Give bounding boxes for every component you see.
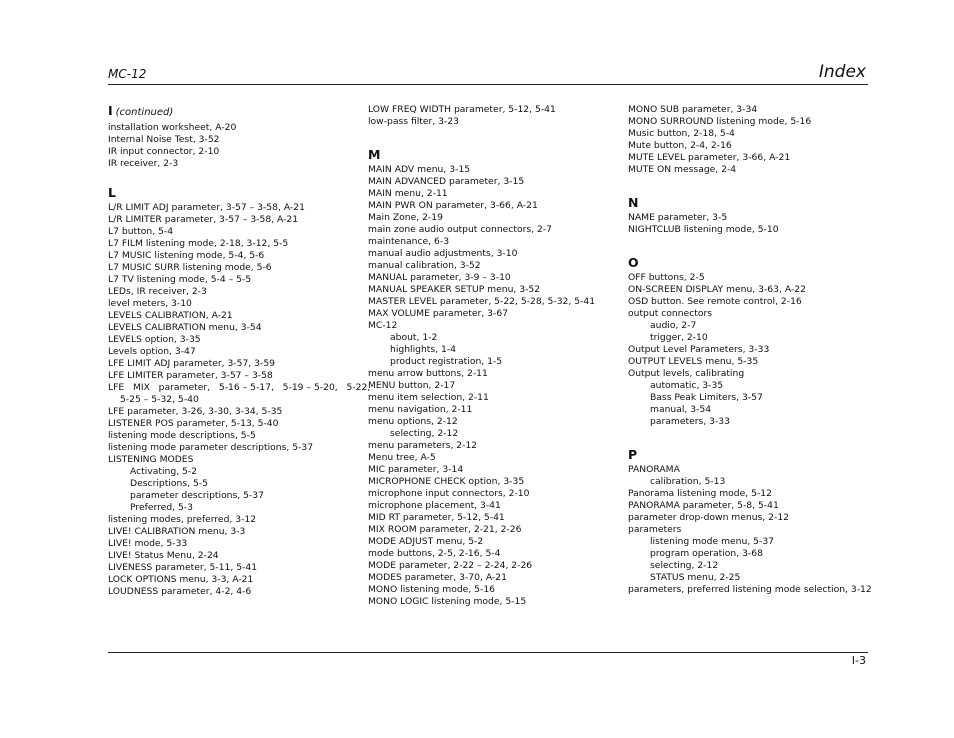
index-entry: NIGHTCLUB listening mode, 5-10 bbox=[628, 224, 779, 235]
index-subentry: Preferred, 5-3 bbox=[130, 502, 194, 513]
index-entry: LEVELS option, 3-35 bbox=[108, 334, 201, 345]
index-subentry: parameter descriptions, 5-37 bbox=[130, 490, 264, 501]
index-entry: LISTENER POS parameter, 5-13, 5-40 bbox=[108, 418, 279, 429]
index-entry: MIC parameter, 3-14 bbox=[368, 464, 464, 475]
index-entry: MAX VOLUME parameter, 3-67 bbox=[368, 308, 509, 319]
index-entry: LIVENESS parameter, 5-11, 5-41 bbox=[108, 562, 258, 573]
index-entry: listening modes, preferred, 3-12 bbox=[108, 514, 257, 525]
index-column-1 bbox=[108, 103, 371, 598]
index-entry: L/R LIMITER parameter, 3-57 – 3-58, A-21 bbox=[108, 214, 299, 225]
index-subentry: audio, 2-7 bbox=[650, 320, 697, 331]
index-letter-l: L bbox=[108, 185, 116, 200]
index-entry: LFE LIMIT ADJ parameter, 3-57, 3-59 bbox=[108, 358, 276, 369]
index-entry: MIX ROOM parameter, 2-21, 2-26 bbox=[368, 524, 522, 535]
index-subentry: selecting, 2-12 bbox=[650, 560, 719, 571]
index-entry: Music button, 2-18, 5-4 bbox=[628, 128, 735, 139]
index-entry: MENU button, 2-17 bbox=[368, 380, 456, 391]
index-entry: LIVE! mode, 5-33 bbox=[108, 538, 188, 549]
index-entry: menu parameters, 2-12 bbox=[368, 440, 478, 451]
index-subentry: selecting, 2-12 bbox=[390, 428, 459, 439]
index-entry: menu arrow buttons, 2-11 bbox=[368, 368, 488, 379]
index-subentry: automatic, 3-35 bbox=[650, 380, 724, 391]
index-entry: MUTE ON message, 2-4 bbox=[628, 164, 737, 175]
index-entry: MONO listening mode, 5-16 bbox=[368, 584, 496, 595]
index-letter-m: M bbox=[368, 147, 381, 162]
index-letter-p: P bbox=[628, 447, 638, 462]
index-entry: installation worksheet, A-20 bbox=[108, 122, 237, 133]
index-entry: menu options, 2-12 bbox=[368, 416, 458, 427]
index-entry: MC-12 bbox=[368, 320, 398, 331]
index-entry: PANORAMA parameter, 5-8, 5-41 bbox=[628, 500, 779, 511]
index-entry: MONO SUB parameter, 3-34 bbox=[628, 104, 758, 115]
index-entry: Main Zone, 2-19 bbox=[368, 212, 443, 223]
index-entry: PANORAMA bbox=[628, 464, 680, 475]
footer-rule bbox=[108, 652, 868, 653]
index-subentry: highlights, 1-4 bbox=[390, 344, 457, 355]
index-entry: mode buttons, 2-5, 2-16, 5-4 bbox=[368, 548, 501, 559]
index-entry: IR input connector, 2-10 bbox=[108, 146, 220, 157]
index-subentry: trigger, 2-10 bbox=[650, 332, 708, 343]
index-entry: LOUDNESS parameter, 4-2, 4-6 bbox=[108, 586, 252, 597]
index-entry: listening mode descriptions, 5-5 bbox=[108, 430, 256, 441]
index-entry: MODE ADJUST menu, 5-2 bbox=[368, 536, 484, 547]
index-entry: MODES parameter, 3-70, A-21 bbox=[368, 572, 507, 583]
index-entry: LIVE! Status Menu, 2-24 bbox=[108, 550, 219, 561]
index-entry: MANUAL parameter, 3-9 – 3-10 bbox=[368, 272, 511, 283]
index-entry: L7 button, 5-4 bbox=[108, 226, 174, 237]
index-entry: ON-SCREEN DISPLAY menu, 3-63, A-22 bbox=[628, 284, 806, 295]
index-entry-continuation: 5-25 – 5-32, 5-40 bbox=[120, 394, 199, 405]
index-entry: LOW FREQ WIDTH parameter, 5-12, 5-41 bbox=[368, 104, 556, 115]
index-entry: OSD button. See remote control, 2-16 bbox=[628, 296, 802, 307]
index-entry: L7 FILM listening mode, 2-18, 3-12, 5-5 bbox=[108, 238, 289, 249]
index-entry: parameter drop-down menus, 2-12 bbox=[628, 512, 790, 523]
index-entry: LEVELS CALIBRATION, A-21 bbox=[108, 310, 233, 321]
index-entry: microphone placement, 3-41 bbox=[368, 500, 501, 511]
index-entry: MAIN ADV menu, 3-15 bbox=[368, 164, 471, 175]
index-subentry: Activating, 5-2 bbox=[130, 466, 198, 477]
index-entry: maintenance, 6-3 bbox=[368, 236, 450, 247]
index-letter-n: N bbox=[628, 195, 639, 210]
index-entry: LFE LIMITER parameter, 3-57 – 3-58 bbox=[108, 370, 273, 381]
continued-label: (continued) bbox=[115, 107, 174, 118]
index-subentry: calibration, 5-13 bbox=[650, 476, 726, 487]
index-subentry: Bass Peak Limiters, 3-57 bbox=[650, 392, 763, 403]
index-entry: main zone audio output connectors, 2-7 bbox=[368, 224, 552, 235]
index-entry: Mute button, 2-4, 2-16 bbox=[628, 140, 732, 151]
index-entry: MAIN ADVANCED parameter, 3-15 bbox=[368, 176, 525, 187]
index-entry: LOCK OPTIONS menu, 3-3, A-21 bbox=[108, 574, 254, 585]
index-entry: low-pass filter, 3-23 bbox=[368, 116, 460, 127]
index-subentry: program operation, 3-68 bbox=[650, 548, 763, 559]
running-header-section: Index bbox=[818, 62, 866, 82]
page-number: I-3 bbox=[851, 654, 866, 667]
index-entry: NAME parameter, 3-5 bbox=[628, 212, 728, 223]
index-entry: manual calibration, 3-52 bbox=[368, 260, 481, 271]
header-rule bbox=[108, 84, 868, 85]
index-entry: OUTPUT LEVELS menu, 5-35 bbox=[628, 356, 759, 367]
index-entry: MAIN menu, 2-11 bbox=[368, 188, 448, 199]
index-entry: MASTER LEVEL parameter, 5-22, 5-28, 5-32, 5-41 bbox=[368, 296, 596, 307]
index-entry: MANUAL SPEAKER SETUP menu, 3-52 bbox=[368, 284, 541, 295]
index-entry: Output levels, calibrating bbox=[628, 368, 745, 379]
index-column-2 bbox=[368, 104, 613, 608]
running-header-title: MC-12 bbox=[108, 67, 147, 81]
index-subentry: STATUS menu, 2-25 bbox=[650, 572, 741, 583]
index-letter-o: O bbox=[628, 255, 639, 270]
index-entry: menu navigation, 2-11 bbox=[368, 404, 473, 415]
index-entry: L/R LIMIT ADJ parameter, 3-57 – 3-58, A-21 bbox=[108, 202, 305, 213]
index-entry: Menu tree, A-5 bbox=[368, 452, 436, 463]
index-subentry: about, 1-2 bbox=[390, 332, 438, 343]
index-entry: parameters bbox=[628, 524, 682, 535]
index-entry: LFE parameter, 3-26, 3-30, 3-34, 5-35 bbox=[108, 406, 283, 417]
index-entry: MICROPHONE CHECK option, 3-35 bbox=[368, 476, 525, 487]
index-entry: L7 MUSIC SURR listening mode, 5-6 bbox=[108, 262, 272, 273]
index-entry: LEVELS CALIBRATION menu, 3-54 bbox=[108, 322, 262, 333]
index-entry: MONO LOGIC listening mode, 5-15 bbox=[368, 596, 527, 607]
index-entry: parameters, preferred listening mode selection, 3-12 bbox=[628, 584, 872, 595]
index-entry: Output Level Parameters, 3-33 bbox=[628, 344, 770, 355]
index-entry: level meters, 3-10 bbox=[108, 298, 192, 309]
index-entry: MONO SURROUND listening mode, 5-16 bbox=[628, 116, 812, 127]
index-entry: MODE parameter, 2-22 – 2-24, 2-26 bbox=[368, 560, 533, 571]
index-subentry: product registration, 1-5 bbox=[390, 356, 503, 367]
index-entry: LEDs, IR receiver, 2-3 bbox=[108, 286, 207, 297]
index-entry: Levels option, 3-47 bbox=[108, 346, 196, 357]
index-entry: L7 TV listening mode, 5-4 – 5-5 bbox=[108, 274, 252, 285]
index-subentry: parameters, 3-33 bbox=[650, 416, 730, 427]
index-entry: OFF buttons, 2-5 bbox=[628, 272, 705, 283]
index-entry: L7 MUSIC listening mode, 5-4, 5-6 bbox=[108, 250, 265, 261]
index-entry: listening mode parameter descriptions, 5-37 bbox=[108, 442, 314, 453]
index-entry: output connectors bbox=[628, 308, 713, 319]
index-entry: menu item selection, 2-11 bbox=[368, 392, 489, 403]
index-entry: manual audio adjustments, 3-10 bbox=[368, 248, 518, 259]
index-entry: microphone input connectors, 2-10 bbox=[368, 488, 530, 499]
index-entry: LISTENING MODES bbox=[108, 454, 194, 465]
index-entry: IR receiver, 2-3 bbox=[108, 158, 179, 169]
index-entry: Panorama listening mode, 5-12 bbox=[628, 488, 772, 499]
index-letter-i: I (continued) bbox=[108, 103, 174, 118]
index-column-3 bbox=[628, 104, 873, 596]
index-entry: MUTE LEVEL parameter, 3-66, A-21 bbox=[628, 152, 791, 163]
index-entry: MAIN PWR ON parameter, 3-66, A-21 bbox=[368, 200, 538, 211]
index-subentry: listening mode menu, 5-37 bbox=[650, 536, 775, 547]
index-entry: LIVE! CALIBRATION menu, 3-3 bbox=[108, 526, 246, 537]
index-entry: Internal Noise Test, 3-52 bbox=[108, 134, 220, 145]
index-subentry: manual, 3-54 bbox=[650, 404, 712, 415]
index-subentry: Descriptions, 5-5 bbox=[130, 478, 208, 489]
index-entry: LFE MIX parameter, 5-16 – 5-17, 5-19 – 5-20, 5-22, bbox=[108, 382, 371, 393]
index-entry: MID RT parameter, 5-12, 5-41 bbox=[368, 512, 505, 523]
